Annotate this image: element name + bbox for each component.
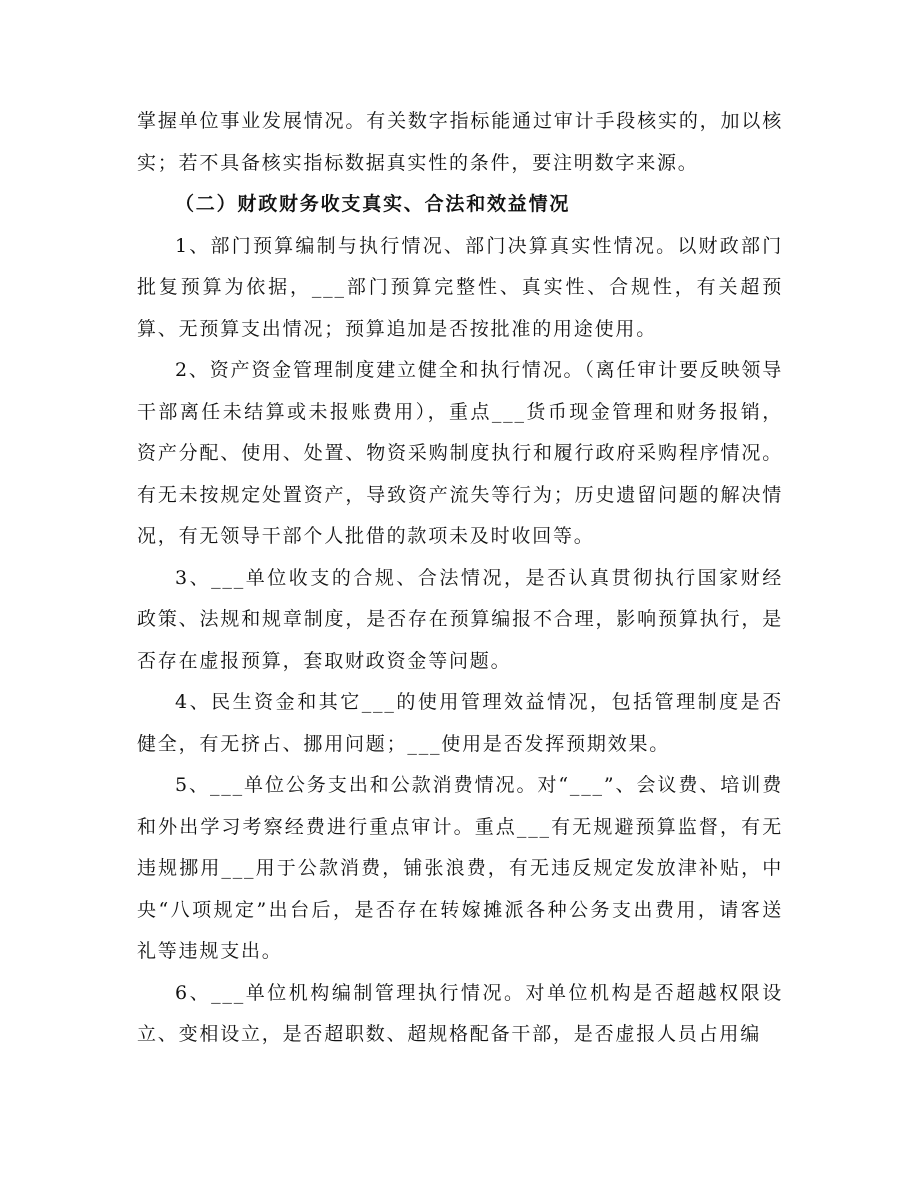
paragraph-continuation: 掌握单位事业发展情况。有关数字指标能通过审计手段核实的，加以核实；若不具备核实指标数据真实性的条件，要注明数字来源。 <box>137 110 783 174</box>
paragraph-item-1: 1、部门预算编制与执行情况、部门决算真实性情况。以财政部门批复预算为依据，___部门预算完整性、真实性、合规性，有关超预算、无预算支出情况；预算追加是否按批准的用途使用。 <box>137 234 783 340</box>
paragraph-item-3: 3、___单位收支的合规、合法情况，是否认真贯彻执行国家财经政策、法规和规章制度，是否存在预算编报不合理，影响预算执行，是否存在虚报预算，套取财政资金等问题。 <box>137 566 783 672</box>
paragraph-item-4: 4、民生资金和其它___的使用管理效益情况，包括管理制度是否健全，有无挤占、挪用问题；___使用是否发挥预期效果。 <box>137 691 783 755</box>
paragraph-item-6: 6、___单位机构编制管理执行情况。对单位机构是否超越权限设立、变相设立，是否超职数、超规格配备干部，是否虚报人员占用编 <box>137 981 783 1045</box>
section-heading: （二）财政财务收支真实、合法和效益情况 <box>175 193 571 215</box>
paragraph-item-5: 5、___单位公务支出和公款消费情况。对“___”、会议费、培训费和外出学习考察经费进行重点审计。重点___有无规避预算监督，有无违规挪用___用于公款消费，铺张浪费，有无违反规定发放津补贴，中央“八项规定”出台后，是否存在转嫁摊派各种公务支出费用，请客送礼等违规支出。 <box>137 774 783 962</box>
paragraph-item-2: 2、资产资金管理制度建立健全和执行情况。（离任审计要反映领导干部离任未结算或未报账费用），重点___货币现金管理和财务报销，资产分配、使用、处置、物资采购制度执行和履行政府采购程序情况。有无未按规定处置资产，导致资产流失等行为；历史遗留问题的解决情况，有无领导干部个人批借的款项未及时收回等。 <box>137 359 783 547</box>
document-body <box>137 101 783 1056</box>
